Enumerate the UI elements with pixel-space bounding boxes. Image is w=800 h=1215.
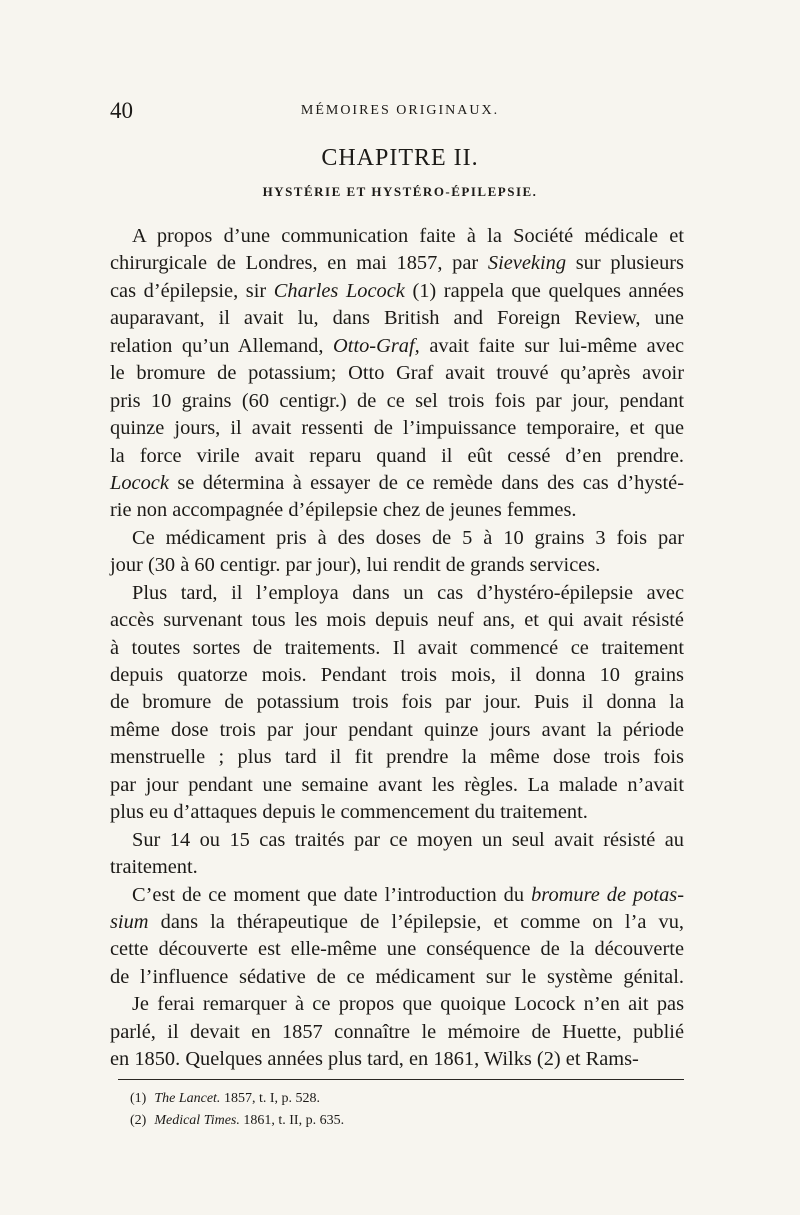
text-line	[110, 772, 684, 799]
page-number: 40	[110, 98, 133, 123]
text-segment: parlé, il devait en 1857 connaître le mémoire de Huette, publié	[110, 1020, 684, 1043]
italic-text: Sieveking	[487, 252, 567, 275]
text-segment: dans la thérapeutique de l’épilepsie, et comme on l’a vu,	[148, 910, 684, 933]
text-segment: cette découverte est elle-même une conséquence de la découverte	[110, 938, 684, 961]
text-segment: accès survenant tous les mois depuis neuf ans, et qui avait résisté	[110, 609, 684, 632]
italic-text: bromure de potas-	[531, 883, 685, 906]
text-line	[110, 415, 684, 442]
text-line	[110, 305, 684, 332]
text-line	[110, 525, 684, 552]
italic-text: Charles Locock	[273, 279, 405, 302]
italic-text: Otto-Graf,	[333, 334, 420, 357]
text-line	[110, 689, 684, 716]
text-segment: à toutes sortes de traitements. Il avait commencé ce traitement	[110, 636, 684, 659]
footnote-reference: 1861, t. II, p. 635.	[239, 1113, 345, 1128]
text-segment: C’est de ce moment que date l’introduction du	[132, 883, 532, 906]
text-segment: se détermina à essayer de ce remède dans des cas d’hysté-	[168, 471, 684, 494]
footnote-source: The Lancet.	[154, 1091, 221, 1106]
footnote-source: Medical Times.	[154, 1113, 240, 1128]
text-line	[110, 936, 684, 963]
text-line	[110, 635, 684, 662]
section-title: HYSTÉRIE ET HYSTÉRO-ÉPILEPSIE.	[262, 184, 538, 199]
text-line	[110, 1019, 684, 1046]
text-segment: relation qu’un Allemand,	[110, 334, 334, 357]
text-line	[110, 662, 684, 689]
text-line	[110, 964, 684, 991]
text-line	[110, 470, 684, 497]
text-line	[110, 278, 684, 305]
text-line	[110, 607, 684, 634]
text-line	[110, 1046, 684, 1073]
text-segment: Plus tard, il l’employa dans un cas d’hystéro-épilepsie avec	[132, 581, 684, 604]
footnote-divider	[118, 1079, 684, 1080]
italic-text: sium	[110, 910, 149, 933]
text-line	[110, 991, 684, 1018]
text-segment: sur plusieurs	[566, 252, 684, 275]
text-segment: quinze jours, il avait ressenti de l’impuissance temporaire, et que	[110, 417, 684, 440]
text-line	[110, 250, 684, 277]
italic-text: Locock	[110, 471, 169, 494]
footnote-2	[130, 1110, 344, 1132]
text-segment: auparavant, il avait lu, dans British and Foreign Review, une	[110, 307, 684, 330]
text-segment: jour (30 à 60 centigr. par jour), lui rendit de grands services.	[110, 554, 601, 577]
text-segment: de bromure de potassium trois fois par jour. Puis il donna la	[110, 691, 684, 714]
text-line	[110, 223, 684, 250]
text-line	[110, 333, 684, 360]
text-segment: rie non accompagnée d’épilepsie chez de jeunes femmes.	[110, 499, 577, 522]
text-segment: avait faite sur lui-même avec	[419, 334, 684, 357]
text-line	[110, 388, 684, 415]
text-line	[110, 580, 684, 607]
text-line	[110, 882, 684, 909]
text-segment: depuis quatorze mois. Pendant trois mois, il donna 10 grains	[110, 664, 684, 686]
text-segment: de l’influence sédative de ce médicament sur le système génital.	[110, 965, 684, 988]
footnote-1	[130, 1088, 344, 1110]
text-segment: par jour pendant une semaine avant les règles. La malade n’avait	[110, 773, 684, 796]
body-text	[110, 223, 684, 1074]
text-segment: Sur 14 ou 15 cas traités par ce moyen un seul avait résisté au	[132, 828, 684, 851]
page-header	[0, 98, 800, 132]
text-segment: A propos d’une communication faite à la Société médicale et	[132, 225, 684, 247]
text-segment: même dose trois par jour pendant quinze jours avant la période	[110, 718, 684, 741]
text-line	[110, 744, 684, 771]
text-line	[110, 827, 684, 854]
text-segment: traitement.	[110, 856, 198, 879]
text-line	[110, 552, 684, 579]
footnote-number: (2)	[130, 1113, 147, 1128]
text-segment: chirurgicale de Londres, en mai 1857, par	[110, 252, 488, 275]
footnote-number: (1)	[130, 1091, 147, 1106]
text-line	[110, 854, 684, 881]
text-segment: pris 10 grains (60 centigr.) de ce sel trois fois par jour, pendant	[110, 389, 684, 412]
text-segment: la force virile avait reparu quand il eût cessé d’en prendre.	[110, 444, 684, 467]
text-segment: cas d’épilepsie, sir	[110, 279, 274, 302]
text-line	[110, 443, 684, 470]
footnote-reference: 1857, t. I, p. 528.	[220, 1091, 320, 1106]
text-line	[110, 360, 684, 387]
text-segment: (1) rappela que quelques années	[404, 279, 684, 302]
text-segment: menstruelle ; plus tard il fit prendre la même dose trois fois	[110, 746, 684, 769]
text-segment: Ce médicament pris à des doses de 5 à 10 grains 3 fois par	[132, 526, 684, 549]
text-segment: Je ferai remarquer à ce propos que quoique Locock n’en ait pas	[132, 993, 684, 1016]
text-segment: le bromure de potassium; Otto Graf avait trouvé qu’après avoir	[110, 362, 684, 385]
text-line	[110, 909, 684, 936]
chapter-title: CHAPITRE II.	[321, 145, 479, 171]
text-line	[110, 799, 684, 826]
running-head: MÉMOIRES ORIGINAUX.	[300, 103, 500, 118]
text-line	[110, 497, 684, 524]
footnotes	[130, 1088, 344, 1132]
text-segment: en 1850. Quelques années plus tard, en 1861, Wilks (2) et Rams-	[110, 1048, 639, 1071]
text-line	[110, 717, 684, 744]
text-segment: plus eu d’attaques depuis le commencement du traitement.	[110, 801, 588, 824]
